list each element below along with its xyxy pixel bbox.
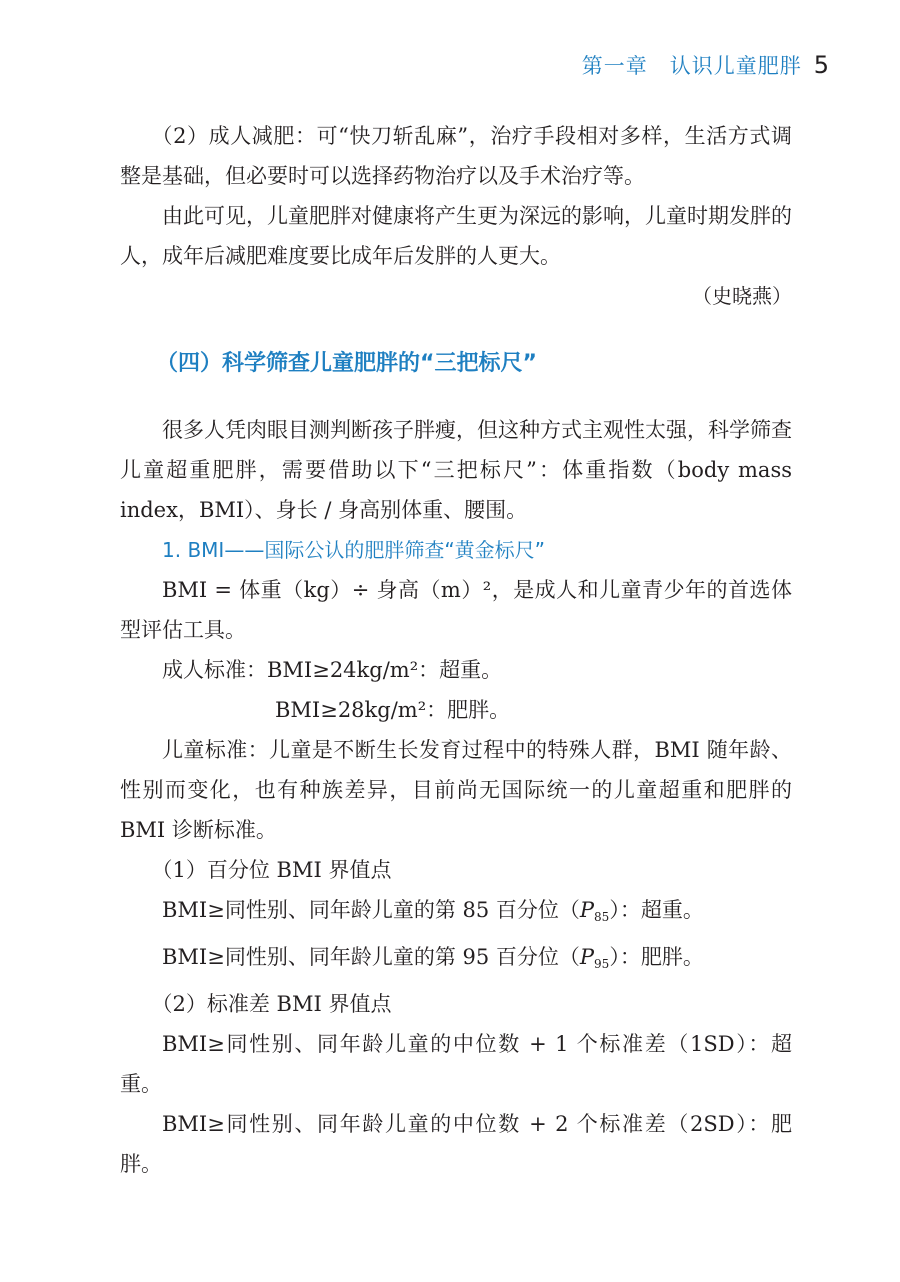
section-heading: （四）科学筛查儿童肥胖的“三把标尺” <box>156 351 537 376</box>
percentile-obese: BMI≥同性别、同年龄儿童的第 95 百分位$(P_{95})$：肥胖。 <box>162 945 704 971</box>
paragraph-child-standard: 儿童标准：儿童是不断生长发育过程中的特殊人群，BMI 随年龄、性别而变化，也有种族差异，目前尚无国际统一的儿童超重和肥胖的 BMI 诊断标准。 <box>120 738 792 842</box>
adult-standard-overweight: 成人标准：BMI≥24kg/m²：超重。 <box>162 658 503 682</box>
paragraph-adult-weight-loss: （2）成人减肥：可“快刀斩乱麻”，治疗手段相对多样，生活方式调整是基础，但必要时可以选择药物治疗以及手术治疗等。 <box>120 124 792 188</box>
percentile-overweight: BMI≥同性别、同年龄儿童的第 85 百分位$(P_{85})$：超重。 <box>162 898 704 924</box>
adult-standard-obese: BMI≥28kg/m²：肥胖。 <box>275 698 511 722</box>
chapter-title: 认识儿童肥胖 <box>669 54 802 78</box>
paragraph-bmi-formula: BMI = 体重（kg）÷ 身高（m）²，是成人和儿童青少年的首选体型评估工具。 <box>120 578 792 642</box>
running-header <box>582 50 830 80</box>
page-number: 5 <box>813 51 830 79</box>
percentile-title: （1）百分位 BMI 界值点 <box>151 858 392 882</box>
chapter-number: 第一章 <box>581 54 648 78</box>
sd-title: （2）标准差 BMI 界值点 <box>151 992 392 1016</box>
author-attribution: （史晓燕） <box>692 284 792 308</box>
page-body <box>120 116 792 1184</box>
paragraph-conclusion: 由此可见，儿童肥胖对健康将产生更为深远的影响，儿童时期发胖的人，成年后减肥难度要比成年后发胖的人更大。 <box>120 204 792 268</box>
sd-obese: BMI≥同性别、同年龄儿童的中位数 + 2 个标准差（2SD）：肥胖。 <box>120 1112 792 1176</box>
paragraph-three-rulers: 很多人凭肉眼目测判断孩子胖瘦，但这种方式主观性太强，科学筛查儿童超重肥胖，需要借助以下“三把标尺”：体重指数（body mass index，BMI）、身长 / 身高别体重、腰围。 <box>120 418 792 522</box>
sd-overweight: BMI≥同性别、同年龄儿童的中位数 + 1 个标准差（1SD）：超重。 <box>120 1032 792 1096</box>
subheading-bmi: 1. BMI——国际公认的肥胖筛查“黄金标尺” <box>162 538 546 562</box>
